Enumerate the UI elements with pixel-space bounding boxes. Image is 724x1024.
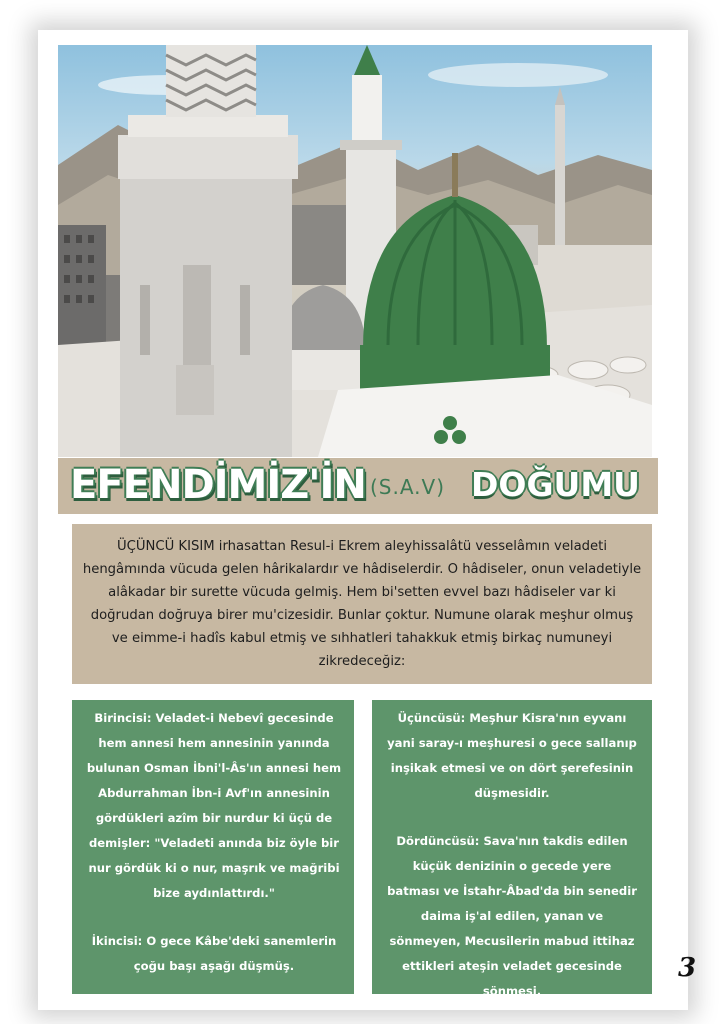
intro-paragraph: ÜÇÜNCÜ KISIM irhasattan Resul-i Ekrem aleyhissalâtü vesselâmın veladeti hengâmında vücuda gelen hârikalardır ve hâdiselerdir. O hâdiseler, onun veladetiyle alâkadar bir surette vücuda gelmiş. Hem bi'setten evvel bazı hâdiseler var ki doğrudan doğruya birer mu'cizesidir. Bunlar çoktur. Numune olarak meşhur olmuş ve eimme-i hadîs kabul etmiş ve sıhhatleri tahakkuk etmiş birkaç numuneyi zikredeceğiz:: [72, 524, 652, 684]
title-banner: [58, 458, 658, 514]
left-column-panel: [72, 700, 354, 994]
left-paragraph-1: Birincisi: Veladet-i Nebevî gecesinde hem annesi hem annesinin yanında bulunan Osman İbni'l-Âs'ın annesi hem Abdurrahman İbn-i Avf'ın annesinin gördükleri azîm bir nurdur ki üçü de demişler: "Veladeti anında biz öyle bir nur gördük ki o nur, maşrık ve mağribi bize aydınlattırdı.": [86, 711, 342, 900]
right-paragraph-1: Üçüncüsü: Meşhur Kisra'nın eyvanı yani saray-ı meşhuresi o gece sallanıp inşikak etmesi ve on dört şerefesinin düşmesidir.: [387, 711, 637, 800]
title-main: EFENDİMİZ'İN: [70, 462, 366, 508]
page-number: 3: [678, 953, 697, 983]
mosque-illustration: [58, 45, 652, 457]
title-suffix: DOĞUMU: [471, 465, 640, 504]
left-paragraph-2: İkincisi: O gece Kâbe'deki sanemlerin çoğu başı aşağı düşmüş.: [91, 934, 337, 973]
title-honorific: (S.A.V): [370, 475, 446, 499]
right-column-panel: [372, 700, 652, 998]
right-paragraph-2: Dördüncüsü: Sava'nın takdis edilen küçük denizinin o gecede yere batması ve İstahr-Âbad'da bin senedir daima iş'al edilen, yanan ve sönmeyen, Mecusilerin mabud ittihaz ettikleri ateşin veladet gecesinde sönmesi.: [387, 834, 637, 998]
mosque-artwork: [58, 45, 652, 457]
